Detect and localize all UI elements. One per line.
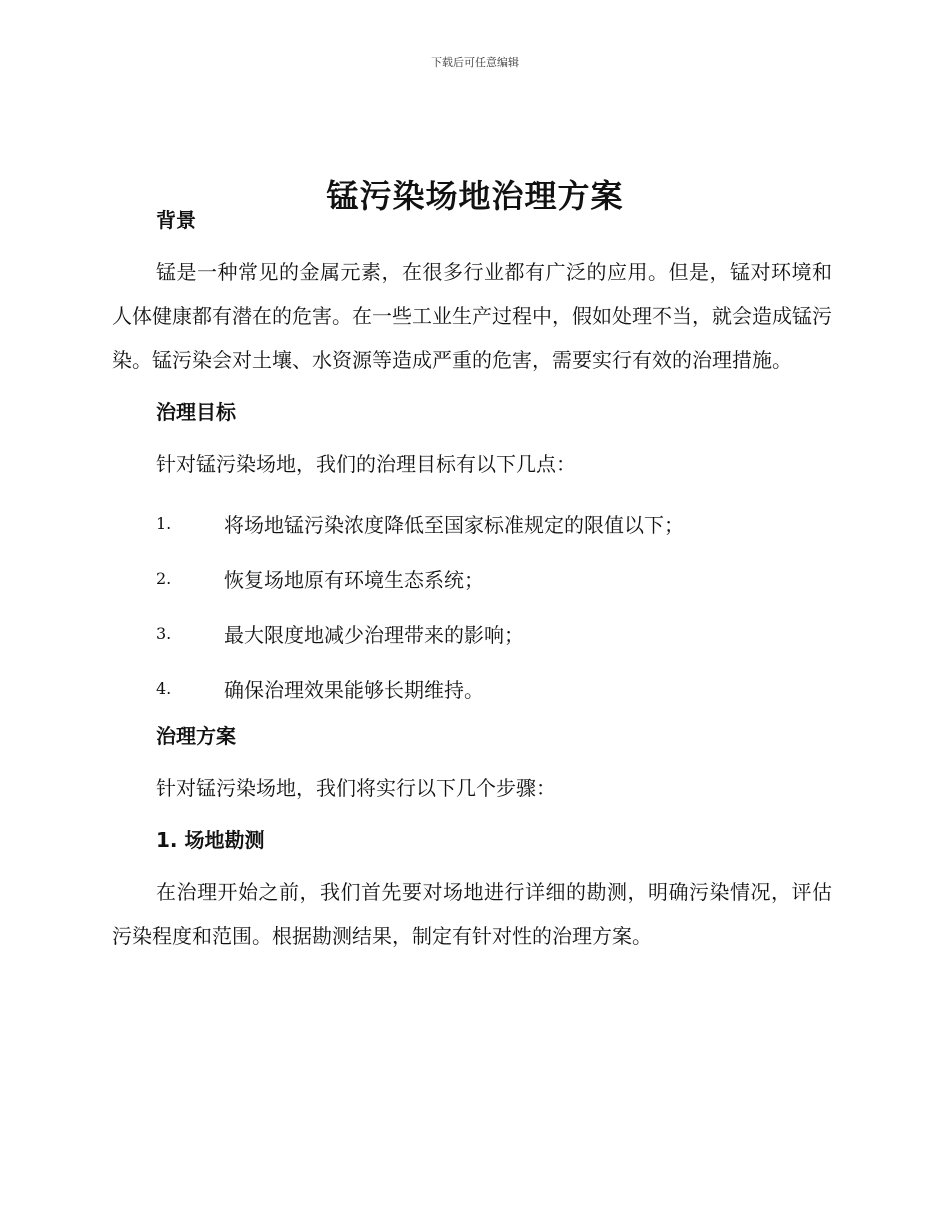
step-heading-site-survey: 1. 场地勘测 <box>156 828 265 852</box>
list-item <box>112 496 832 551</box>
spacer <box>112 486 832 496</box>
section-heading-background: 背景 <box>156 208 196 232</box>
spacer <box>112 756 832 766</box>
list-item-text: 恢复场地原有环境生态系统； <box>224 568 484 592</box>
list-item <box>112 661 832 716</box>
list-item-text: 将场地锰污染浓度降低至国家标准规定的限值以下； <box>224 513 684 537</box>
spacer <box>112 382 832 392</box>
goals-intro: 针对锰污染场地，我们的治理目标有以下几点： <box>156 452 576 476</box>
section-heading-plan: 治理方案 <box>156 724 236 748</box>
list-item <box>112 606 832 661</box>
spacer <box>112 432 832 442</box>
document-title: 锰污染场地治理方案 <box>326 177 624 216</box>
spacer <box>112 860 832 870</box>
list-item-text: 确保治理效果能够长期维持。 <box>224 678 484 702</box>
list-item-text: 最大限度地减少治理带来的影响； <box>224 623 524 647</box>
list-item <box>112 551 832 606</box>
spacer <box>112 810 832 820</box>
background-paragraph: 锰是一种常见的金属元素，在很多行业都有广泛的应用。但是，锰对环境和人体健康都有潜在的危害。在一些工业生产过程中，假如处理不当，就会造成锰污染。锰污染会对土壤、水资源等造成严重的危害，需要实行有效的治理措施。 <box>112 260 832 372</box>
goals-list <box>112 496 832 716</box>
section-heading-goals: 治理目标 <box>156 400 236 424</box>
list-item-number: 1. <box>156 514 172 533</box>
plan-intro: 针对锰污染场地，我们将实行以下几个步骤： <box>156 776 556 800</box>
list-item-number: 4. <box>156 679 172 698</box>
site-survey-paragraph: 在治理开始之前，我们首先要对场地进行详细的勘测，明确污染情况，评估污染程度和范围。根据勘测结果，制定有针对性的治理方案。 <box>112 880 832 948</box>
list-item-number: 3. <box>156 624 172 643</box>
spacer <box>112 240 832 250</box>
document-body <box>112 200 832 958</box>
list-item-number: 2. <box>156 569 172 588</box>
page-header-note: 下载后可任意编辑 <box>431 56 519 69</box>
